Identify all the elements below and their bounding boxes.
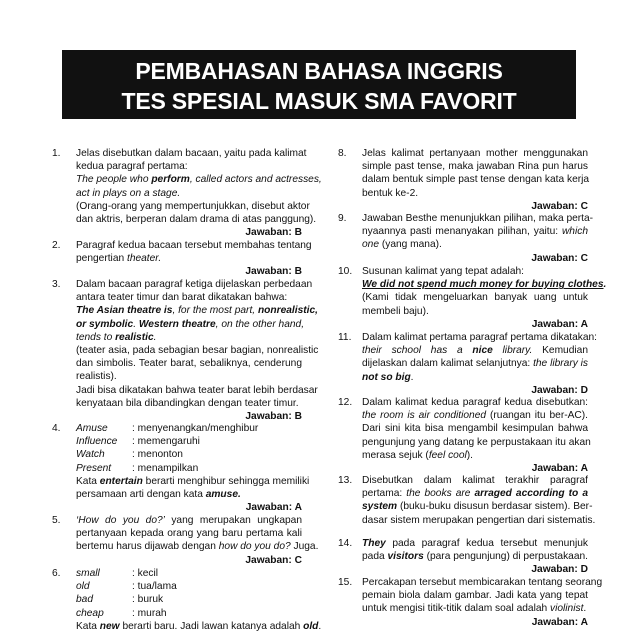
item-number: 14. — [338, 538, 353, 549]
item-number: 5. — [52, 515, 61, 526]
text-line: one (yang mana). — [362, 239, 442, 251]
answer-key: Jawaban: A — [531, 616, 588, 628]
item-number: 1. — [52, 148, 61, 159]
text-line: membeli baju). — [362, 305, 429, 317]
text-line: untuk mengisi titik-titik dalam soal adalah violinist. — [362, 603, 587, 615]
item-number: 6. — [52, 568, 61, 579]
text-line: dan aktris, berperan dalam drama di atas panggung). — [76, 214, 317, 226]
text-line: dalam bentuk simple past tense dengan kata kerja — [362, 174, 590, 186]
answer-item-1 — [52, 147, 322, 239]
answer-item-14 — [338, 537, 588, 577]
answer-key: Jawaban: C — [531, 200, 588, 212]
text-line: dan simbolis. Teater barat, sebaliknya, cenderung — [76, 358, 302, 370]
text-line: Dalam bacaan paragraf ketiga dijelaskan perbedaan — [76, 279, 313, 290]
text-line: Percakapan tersebut membicarakan tentang seorang — [362, 577, 603, 588]
text-line: realistis). — [76, 371, 117, 383]
item-number: 9. — [338, 213, 347, 224]
text-line: simple past tense, maka jawaban Rina pun harus — [362, 161, 588, 173]
text-line: dijelaskan dalam kalimat selanjutnya: the library is — [362, 358, 589, 370]
text-line: not so big. — [362, 371, 414, 383]
item-number: 13. — [338, 475, 353, 486]
text-line: bertemu harus dijawab dengan how do you do? Juga. — [76, 541, 319, 553]
answer-item-10 — [338, 265, 607, 331]
text-line: The people who perform, called actors and actresses, — [76, 174, 322, 186]
answer-item-11 — [338, 331, 597, 397]
answer-key: Jawaban: C — [531, 252, 588, 264]
text-line: kenyataan bila dibandingkan dengan teater timur. — [76, 397, 299, 409]
title-banner — [62, 50, 576, 119]
answer-item-4 — [52, 422, 310, 514]
answer-key: Jawaban: A — [531, 463, 588, 475]
text-line: system (buku-buku disusun berdasar sistem). Ber- — [362, 501, 593, 513]
vocab-row: Watch : menonton — [76, 449, 183, 461]
text-line: Paragraf kedua bacaan tersebut membahas tentang — [76, 240, 312, 251]
text-line: or symbolic. Western theatre, on the other hand, — [76, 318, 305, 330]
item-number: 11. — [338, 332, 352, 343]
text-line: act in plays on a stage. — [76, 187, 181, 199]
answer-key: Jawaban: C — [245, 554, 302, 566]
text-line: Kata new berarti baru. Jadi lawan katanya adalah old. — [76, 620, 322, 632]
vocab-row: cheap : murah — [76, 607, 167, 619]
text-line: the room is air conditioned (ruangan itu ber-AC). — [362, 410, 588, 422]
text-line: pengunjung yang datang ke perpustakaan itu akan — [362, 436, 591, 448]
vocab-row: Influence : memengaruhi — [76, 436, 200, 448]
text-line: They pada paragraf kedua tersebut menunjuk — [362, 538, 588, 549]
text-line: Jawaban Besthe menunjukkan pilihan, maka perta- — [362, 213, 594, 224]
text-line: pertama: the books are arraged according to a — [362, 488, 588, 500]
text-line: We did not spend much money for buying clothes. — [362, 279, 607, 291]
text-line: (Orang-orang yang mempertunjukkan, disebut aktor — [76, 200, 310, 212]
text-line: Disebutkan dalam kalimat terakhir paragraf — [362, 475, 588, 486]
answer-item-3 — [52, 278, 319, 423]
vocab-row: Present : menampilkan — [76, 462, 199, 474]
text-line: bentuk ke-2. — [362, 187, 419, 199]
text-line: (Kami tidak mengeluarkan banyak uang untuk — [362, 292, 588, 304]
item-number: 4. — [52, 423, 61, 434]
answer-item-2 — [52, 239, 312, 279]
text-line: pengertian theater. — [76, 253, 162, 265]
text-line: ‘How do you do?’ yang merupakan ungkapan — [76, 515, 302, 526]
text-line: pemain biola dalam gambar. Jadi kata yang tepat — [362, 590, 588, 602]
text-line: antara teater timur dan barat dikatakan bahwa: — [76, 292, 288, 304]
answer-item-12 — [338, 396, 591, 475]
answer-key: Jawaban: B — [245, 266, 302, 278]
answer-item-6 — [52, 567, 322, 633]
item-number: 2. — [52, 240, 61, 251]
text-line: Jelas disebutkan dalam bacaan, yaitu pada kalimat — [76, 148, 307, 159]
text-line: persamaan arti dengan kata amuse. — [76, 489, 241, 501]
answer-item-8 — [338, 147, 588, 213]
page-title: PEMBAHASAN BAHASA INGGRIS — [135, 58, 503, 84]
answer-item-9 — [338, 212, 594, 265]
text-line: Dari sini kita bisa mengambil kesimpulan bahwa — [362, 423, 588, 435]
text-line: nyaannya pasti menanyakan pilihan, yaitu: which — [362, 226, 588, 238]
text-line: The Asian theatre is, for the most part, nonrealistic, — [76, 305, 318, 317]
text-line: Kata entertain berarti menghibur sehingga memiliki — [76, 475, 310, 487]
item-number: 3. — [52, 279, 61, 290]
item-number: 15. — [338, 577, 353, 588]
vocab-row: old : tua/lama — [76, 581, 177, 593]
text-line: their school has a nice library. Kemudian — [362, 345, 588, 357]
text-line: tends to realistic. — [76, 331, 157, 343]
vocab-row: Amuse : menyenangkan/menghibur — [76, 423, 259, 434]
answer-item-15 — [338, 576, 603, 629]
answer-key: Jawaban: A — [245, 502, 302, 514]
text-line: kedua paragraf pertama: — [76, 161, 188, 173]
answer-item-5 — [52, 514, 319, 567]
text-line: Jelas kalimat pertanyaan mother menggunakan — [362, 148, 588, 159]
text-line: Dalam kalimat kedua paragraf kedua disebutkan: — [362, 397, 588, 408]
item-number: 8. — [338, 148, 347, 159]
text-line: merasa sejuk (feel cool). — [362, 449, 473, 461]
page-subtitle: TES SPESIAL MASUK SMA FAVORIT — [121, 88, 517, 114]
text-line: pada visitors (para pengunjung) di perpustakaan. — [362, 551, 588, 563]
text-line: Dalam kalimat pertama paragraf pertama dikatakan: — [362, 332, 597, 343]
text-line: (teater asia, pada sebagian besar bagian, nonrealistic — [76, 345, 319, 357]
vocab-row: small : kecil — [76, 568, 159, 579]
item-number: 10. — [338, 266, 353, 277]
answer-key: Jawaban: B — [245, 227, 302, 239]
text-line: Susunan kalimat yang tepat adalah: — [362, 266, 524, 277]
text-line: pertanyaan kepada orang yang baru pertama kali — [76, 528, 302, 540]
item-number: 12. — [338, 397, 353, 408]
answer-key: Jawaban: D — [531, 564, 588, 576]
answer-item-13 — [338, 474, 596, 527]
text-line: Jadi bisa dikatakan bahwa teater barat lebih berdasar — [76, 384, 318, 396]
answer-key: Jawaban: A — [531, 318, 588, 330]
vocab-row: bad : buruk — [76, 594, 164, 606]
answer-key: Jawaban: B — [245, 411, 302, 423]
answer-key: Jawaban: D — [531, 384, 588, 396]
text-line: dasar sistem merupakan pengertian dari sistematis. — [362, 514, 596, 526]
